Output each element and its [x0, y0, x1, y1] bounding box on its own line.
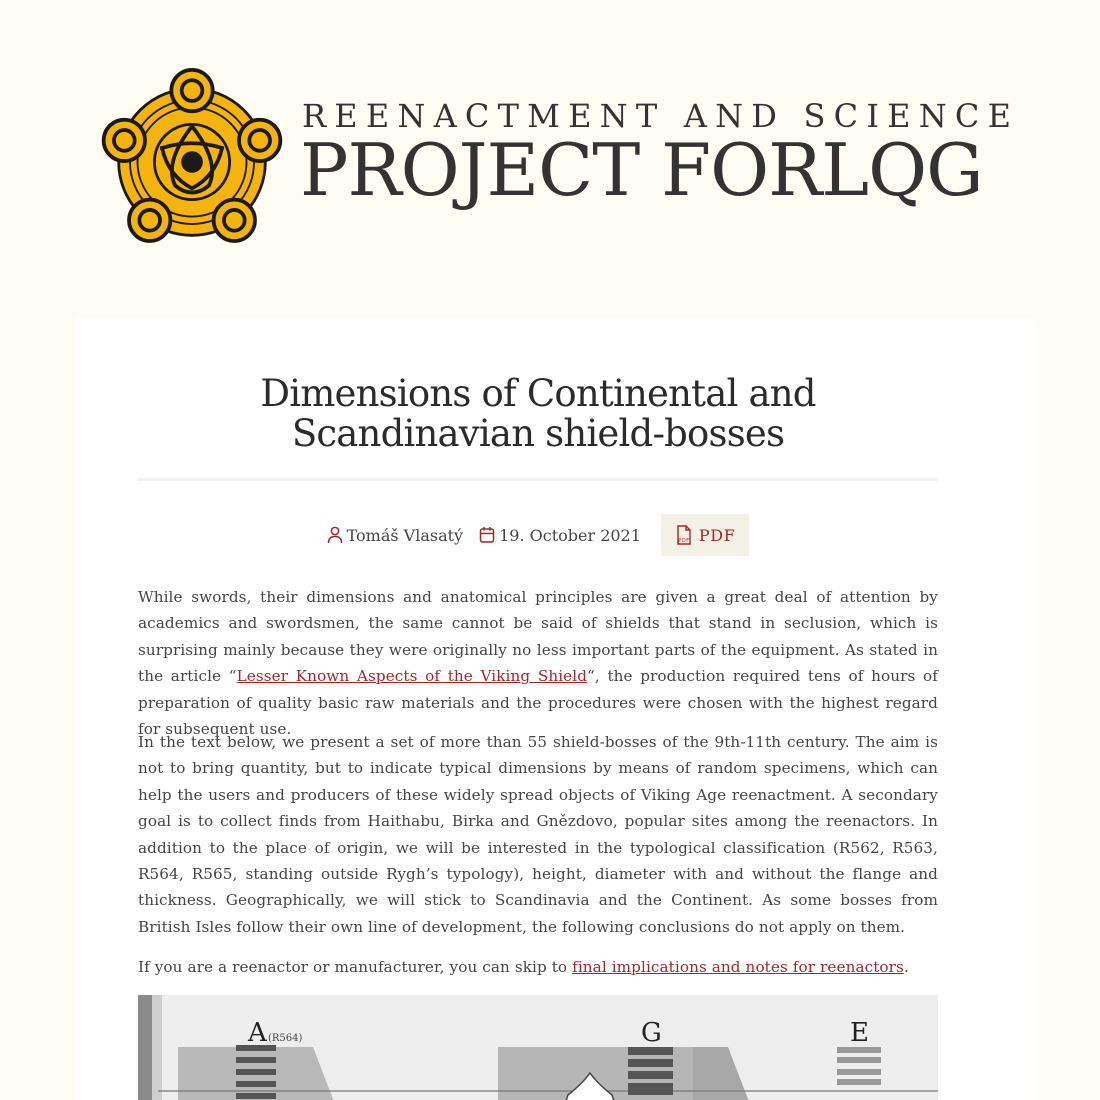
article-meta: [138, 514, 938, 556]
figure-sublabel-a: (R564): [268, 1033, 303, 1044]
svg-text:PDF: PDF: [678, 538, 690, 544]
paragraph-text: .: [903, 958, 909, 976]
figure-label-e: E: [850, 1018, 869, 1048]
final-implications-link[interactable]: final implications and notes for reenactors: [572, 958, 904, 976]
publish-date: 19. October 2021: [499, 525, 641, 545]
pdf-label: PDF: [698, 525, 736, 545]
user-icon: [327, 526, 343, 544]
site-header: [0, 0, 1100, 300]
date-meta: [479, 526, 641, 545]
site-title[interactable]: PROJECT FORLQG: [300, 128, 983, 212]
figure-label-g: G: [641, 1018, 662, 1048]
shield-boss-figure: [138, 995, 938, 1100]
title-divider: [138, 478, 938, 481]
paragraph-text: While swords, their dimensions and anatomical principles are given a great deal of attention by academics and swordsmen, the same cannot be said of shields that stand in seclusion, which is surprising mainly because they were originally no less important parts of the equipment. As stated in the article “: [138, 588, 938, 686]
calendar-icon: [479, 526, 495, 544]
article-card: [74, 318, 1036, 1100]
skip-paragraph: [138, 954, 938, 980]
author-name: Tomáš Vlasatý: [346, 525, 464, 545]
pdf-file-icon: [675, 525, 693, 545]
scope-paragraph: In the text below, we present a set of more than 55 shield-bosses of the 9th-11th century. The aim is not to bring quantity, but to indicate typical dimensions by means of random specimens, which can help the users and producers of these widely spread objects of Viking Age reenactment. A secondary goal is to collect finds from Haithabu, Birka and Gnězdovo, popular sites among the reenactors. In addition to the place of origin, we will be interested in the typological classification (R562, R563, R564, R565, standing outside Rygh’s typology), height, diameter with and without the flange and thickness. Geographically, we will stick to Scandinavia and the Continent. As some bosses from British Isles follow their own line of development, the following conclusions do not apply on them.: [138, 733, 938, 936]
figure-label-a: A: [248, 1018, 267, 1048]
author-meta[interactable]: [327, 526, 464, 545]
celtic-knot-logo[interactable]: [98, 64, 286, 260]
pdf-button[interactable]: [661, 514, 750, 556]
site-subtitle: REENACTMENT AND SCIENCE: [302, 97, 1020, 135]
article-title: Dimensions of Continental and Scandinavian shield-bosses: [260, 372, 816, 455]
paragraph-text: “, the production required tens of hours of preparation of quality basic raw materials and the procedures were chosen with the highest regard for subsequent use.: [138, 667, 938, 739]
viking-shield-article-link[interactable]: Lesser Known Aspects of the Viking Shield: [236, 667, 588, 686]
shield-boss-drawing: [138, 995, 938, 1100]
intro-paragraph: [138, 584, 938, 742]
paragraph-text: If you are a reenactor or manufacturer, you can skip to: [138, 958, 573, 976]
